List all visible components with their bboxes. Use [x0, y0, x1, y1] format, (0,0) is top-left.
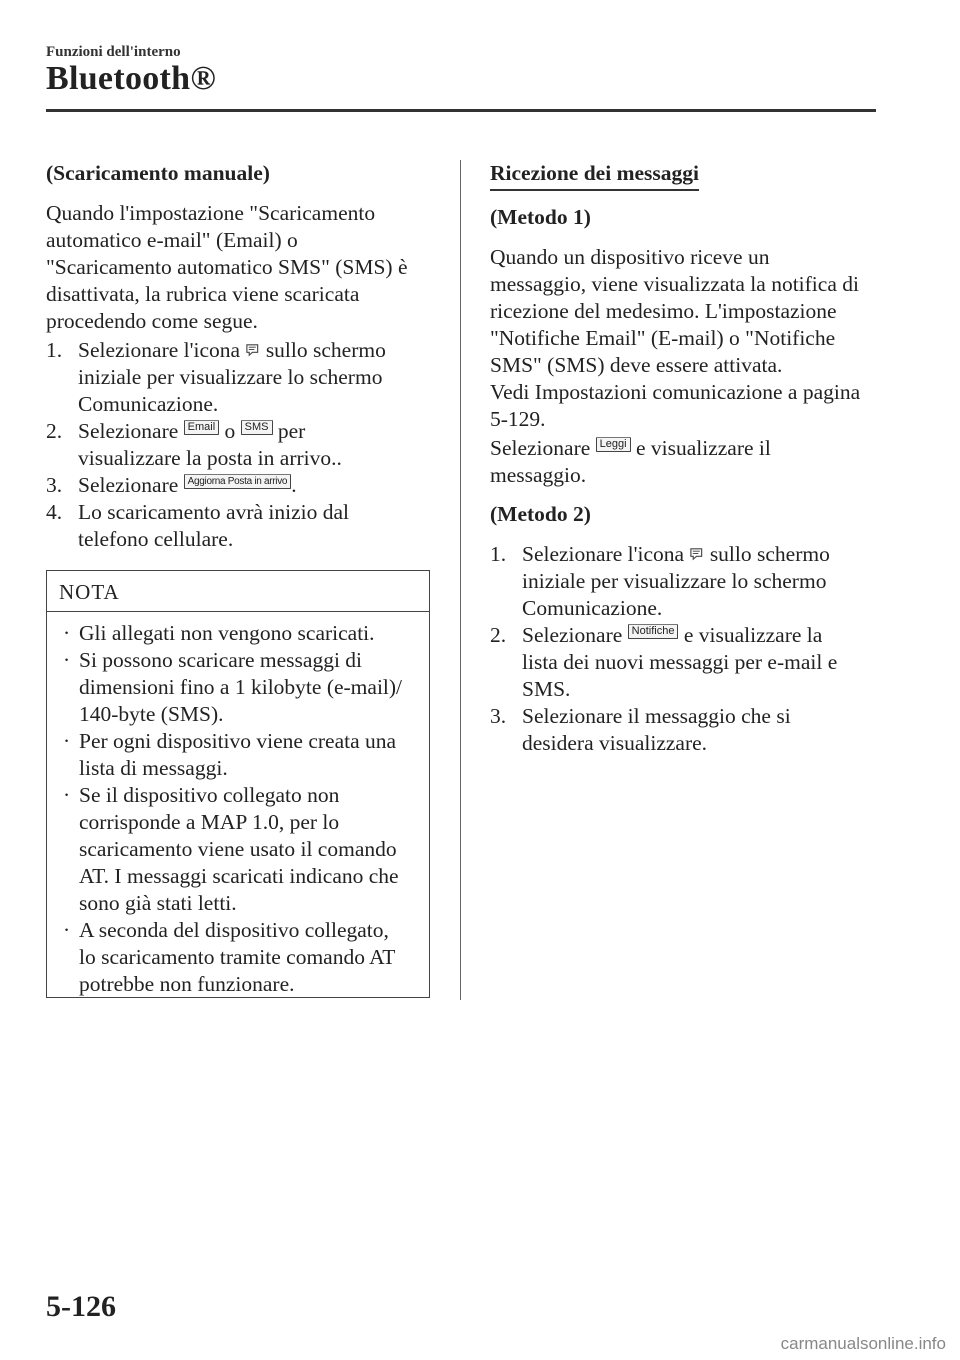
- manual-download-intro: Quando l'impostazione "Scaricamento automatico e-mail" (Email) o "Scaricamento automatico SMS" (SMS) è disattivata, la rubrica viene scaricata procedendo come segue.: [46, 201, 408, 333]
- method2-steps: [490, 541, 885, 757]
- step-item: 1. Selezionare l'icona sullo schermo iniziale per visualizzare lo schermo Comunicazione.: [490, 542, 830, 620]
- message-bubble-icon: [245, 342, 260, 358]
- nota-item: · Per ogni dispositivo viene creata una lista di messaggi.: [63, 729, 397, 780]
- right-column: [490, 160, 885, 757]
- watermark: carmanualsonline.info: [780, 1334, 946, 1353]
- manual-download-steps: [46, 337, 436, 553]
- sms-button: SMS: [241, 420, 273, 435]
- method1-text: Quando un dispositivo riceve un messaggio, viene visualizzata la notifica di ricezione del medesimo. L'impostazione "Notifiche Email" (E-mail) o "Notifiche SMS" (SMS) deve essere attivata. Vedi Impostazioni comunicazione a pagina 5-129.: [490, 245, 861, 431]
- message-bubble-icon: [689, 546, 704, 562]
- nota-item: · Gli allegati non vengono scaricati.: [63, 621, 375, 645]
- step-item: 3. Selezionare il messaggio che si desidera visualizzare.: [490, 704, 791, 755]
- read-button: Leggi: [596, 437, 631, 452]
- step-item: 1. Selezionare l'icona sullo schermo iniziale per visualizzare lo schermo Comunicazione.: [46, 338, 386, 416]
- nota-list: [47, 612, 429, 998]
- nota-item: · Se il dispositivo collegato non corrisponde a MAP 1.0, per lo scaricamento viene usato il comando AT. I messaggi scaricati indicano che sono già stati letti.: [63, 783, 399, 915]
- nota-item: · Si possono scaricare messaggi di dimensioni fino a 1 kilobyte (e-mail)/ 140-byte (SMS).: [63, 648, 403, 726]
- nota-item: · A seconda del dispositivo collegato, lo scaricamento tramite comando AT potrebbe non funzionare.: [63, 918, 396, 996]
- step-item: 4. Lo scaricamento avrà inizio dal telefono cellulare.: [46, 500, 350, 551]
- method1-heading: (Metodo 1): [490, 205, 591, 229]
- email-button: Email: [184, 420, 220, 435]
- section-label: Funzioni dell'interno: [46, 44, 181, 60]
- method2-heading: (Metodo 2): [490, 502, 591, 526]
- manual-download-heading: (Scaricamento manuale): [46, 161, 270, 185]
- nota-heading: NOTA: [47, 571, 429, 612]
- step-item: 2. Selezionare Notifiche e visualizzare la lista dei nuovi messaggi per e-mail e SMS.: [490, 623, 838, 701]
- nota-box: [46, 570, 430, 998]
- page-number: 5-126: [46, 1290, 116, 1323]
- column-divider: [460, 160, 461, 1000]
- step-item: 3. Selezionare Aggiorna Posta in arrivo .: [46, 473, 297, 497]
- left-column: [46, 160, 436, 553]
- notifications-button: Notifiche: [628, 624, 679, 639]
- page-title: Bluetooth®: [46, 60, 217, 97]
- receive-messages-heading: Ricezione dei messaggi: [490, 160, 885, 191]
- step-item: 2. Selezionare Email o SMS per visualizzare la posta in arrivo..: [46, 419, 342, 470]
- title-rule: [46, 109, 876, 112]
- leggi-instruction: Selezionare Leggi e visualizzare il messaggio.: [490, 436, 771, 487]
- refresh-inbox-button: Aggiorna Posta in arrivo: [184, 474, 292, 489]
